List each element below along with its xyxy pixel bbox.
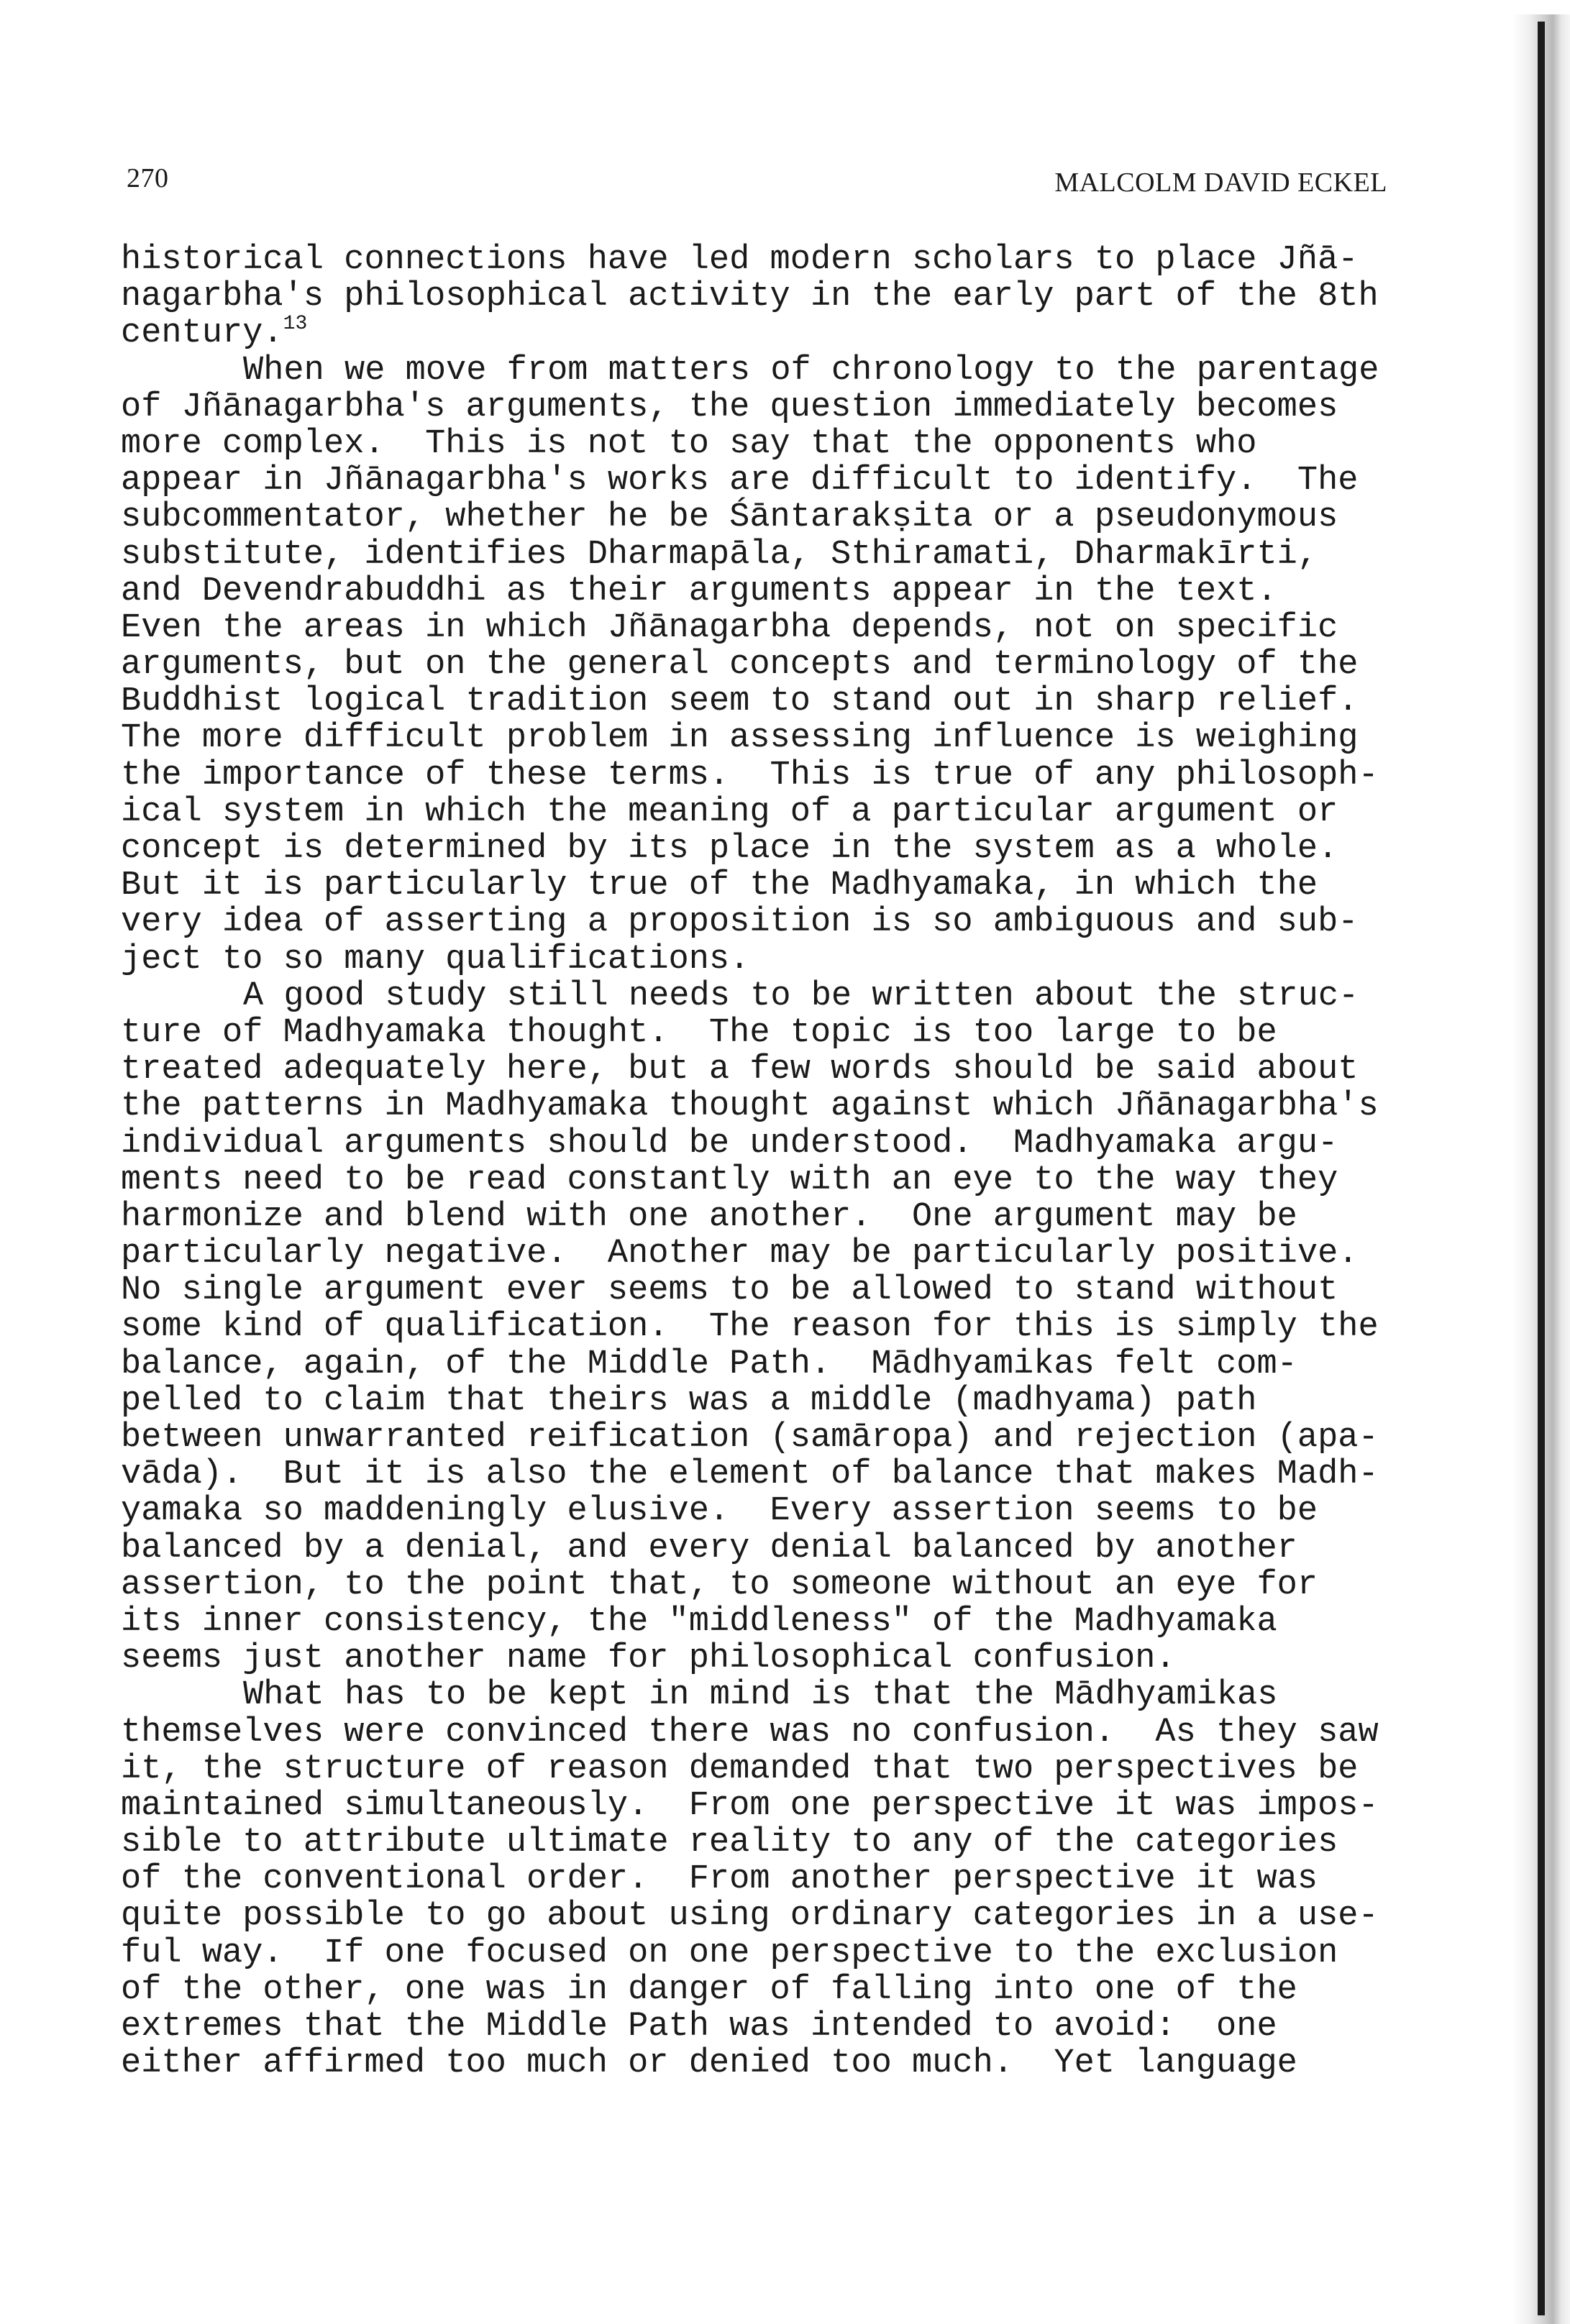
text-line: of the conventional order. From another perspective it was xyxy=(121,1860,1318,1899)
binding-edge-line xyxy=(1538,22,1545,2315)
text-line: No single argument ever seems to be allowed to stand without xyxy=(121,1271,1338,1310)
text-line: subcommentator, whether he be Śāntarakṣita or a pseudonymous xyxy=(121,498,1338,537)
text-line: balance, again, of the Middle Path. Mādhyamikas felt com- xyxy=(121,1345,1297,1383)
paragraph-1 xyxy=(121,242,1387,352)
text-line: of Jñānagarbha's arguments, the question immediately becomes xyxy=(121,388,1338,426)
paragraph-4 xyxy=(121,1677,1387,2082)
footnote-marker[interactable]: 13 xyxy=(283,313,308,336)
page-number: 270 xyxy=(127,163,169,193)
running-head: MALCOLM DAVID ECKEL xyxy=(1054,168,1387,198)
text-line: historical connections have led modern scholars to place Jñā- xyxy=(121,241,1359,279)
text-line: But it is particularly true of the Madhyamaka, in which the xyxy=(121,866,1318,905)
text-line: its inner consistency, the "middleness" of the Madhyamaka xyxy=(121,1602,1277,1641)
text-line: and Devendrabuddhi as their arguments appear in the text. xyxy=(121,572,1277,610)
text-line: arguments, but on the general concepts and terminology of the xyxy=(121,646,1359,685)
text-line: quite possible to go about using ordinary categories in a use- xyxy=(121,1897,1379,1936)
text-line: ical system in which the meaning of a particular argument or xyxy=(121,792,1338,831)
text-line: ture of Madhyamaka thought. The topic is too large to be xyxy=(121,1013,1277,1052)
paragraph-2 xyxy=(121,352,1387,978)
text-line: What has to be kept in mind is that the Mādhyamikas xyxy=(243,1676,1278,1715)
text-line: ful way. If one focused on one perspective to the exclusion xyxy=(121,1934,1338,1972)
text-line: appear in Jñānagarbha's works are difficult to identify. The xyxy=(121,462,1359,500)
text-line: substitute, identifies Dharmapāla, Sthiramati, Dharmakīrti, xyxy=(121,535,1318,574)
text-line: some kind of qualification. The reason for this is simply the xyxy=(121,1308,1379,1347)
text-line: treated adequately here, but a few words should be said about xyxy=(121,1051,1359,1089)
text-line: the importance of these terms. This is true of any philosoph- xyxy=(121,756,1379,795)
text-line: When we move from matters of chronology to the parentage xyxy=(243,351,1379,390)
text-line: Even the areas in which Jñānagarbha depends, not on specific xyxy=(121,608,1338,647)
text-line: of the other, one was in danger of falling into one of the xyxy=(121,1970,1297,2009)
text-line: balanced by a denial, and every denial balanced by another xyxy=(121,1529,1297,1568)
text-line: vāda). But it is also the element of balance that makes Madh- xyxy=(121,1455,1379,1494)
text-line: assertion, to the point that, to someone without an eye for xyxy=(121,1565,1318,1604)
text-line: either affirmed too much or denied too much. Yet language xyxy=(121,2044,1297,2083)
text-line: maintained simultaneously. From one perspective it was impos- xyxy=(121,1786,1379,1825)
text-line: extremes that the Middle Path was intended to avoid: one xyxy=(121,2008,1277,2046)
text-line: concept is determined by its place in the system as a whole. xyxy=(121,830,1338,868)
text-line: between unwarranted reification (samāropa) and rejection (apa- xyxy=(121,1419,1379,1457)
text-line: harmonize and blend with one another. One argument may be xyxy=(121,1197,1297,1236)
text-line: seems just another name for philosophical confusion. xyxy=(121,1639,1176,1678)
text-line: nagarbha's philosophical activity in the early part of the 8th xyxy=(121,278,1379,316)
text-line xyxy=(121,315,1387,352)
text-line: The more difficult problem in assessing influence is weighing xyxy=(121,719,1359,758)
text-line-content: century. xyxy=(121,314,283,353)
text-line: individual arguments should be understood. Madhyamaka argu- xyxy=(121,1124,1338,1163)
text-line: pelled to claim that theirs was a middle (madhyama) path xyxy=(121,1381,1257,1420)
text-line: more complex. This is not to say that the opponents who xyxy=(121,424,1257,463)
body-text xyxy=(121,242,1387,2082)
text-line: ject to so many qualifications. xyxy=(121,940,750,979)
text-line: Buddhist logical tradition seem to stand out in sharp relief. xyxy=(121,682,1359,721)
text-line: it, the structure of reason demanded that two perspectives be xyxy=(121,1749,1359,1788)
text-line: ments need to be read constantly with an eye to the way they xyxy=(121,1161,1338,1199)
paragraph-3 xyxy=(121,978,1387,1678)
text-line: yamaka so maddeningly elusive. Every assertion seems to be xyxy=(121,1492,1318,1531)
text-line: very idea of asserting a proposition is so ambiguous and sub- xyxy=(121,903,1359,942)
text-line: particularly negative. Another may be particularly positive. xyxy=(121,1235,1359,1273)
text-line: themselves were convinced there was no confusion. As they saw xyxy=(121,1713,1379,1752)
text-line: A good study still needs to be written about the struc- xyxy=(243,976,1359,1015)
text-line: sible to attribute ultimate reality to any of the categories xyxy=(121,1824,1338,1862)
text-line: the patterns in Madhyamaka thought against which Jñānagarbha's xyxy=(121,1087,1379,1126)
